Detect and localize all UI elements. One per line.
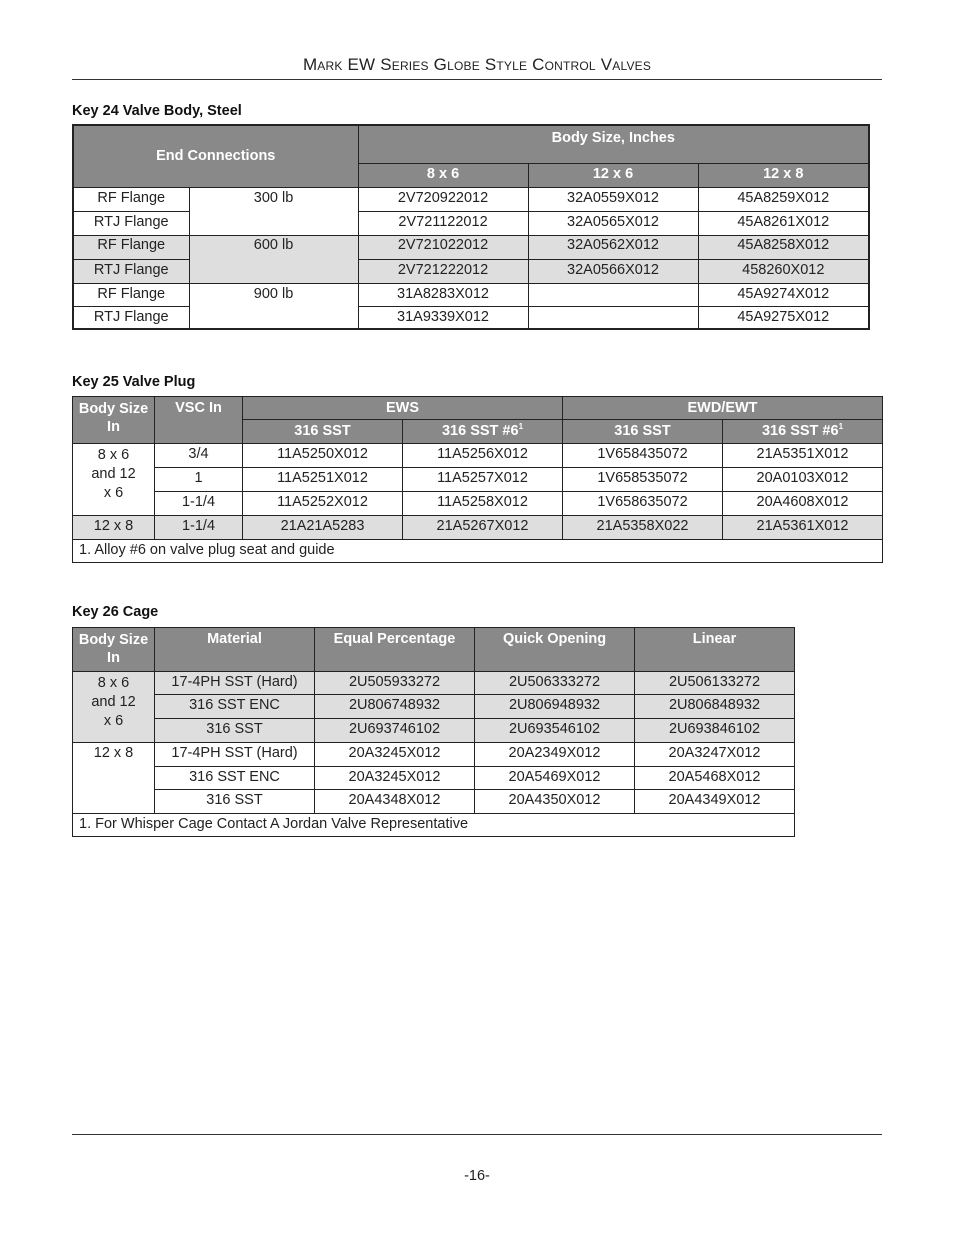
key25-cell: 20A0103X012: [723, 468, 883, 492]
key26-cell: 20A2349X012: [475, 743, 635, 767]
key25-cell: 21A21A5283: [243, 516, 403, 540]
key26-table: [72, 627, 795, 837]
key25-cell: 1V658535072: [563, 468, 723, 492]
key24-cell: 45A8259X012: [698, 187, 869, 211]
key24-conn: RF Flange: [73, 283, 189, 306]
key26-body-size: 12 x 8: [73, 743, 155, 814]
key25-cell: 11A5251X012: [243, 468, 403, 492]
key24-cell: 45A8261X012: [698, 211, 869, 235]
key26-material: 316 SST: [155, 790, 315, 814]
key25-cell: 1V658435072: [563, 444, 723, 468]
key24-cell: 458260X012: [698, 259, 869, 283]
key25-vsc: 1-1/4: [155, 492, 243, 516]
key26-head-linear: Linear: [635, 628, 795, 672]
key25-head-vsc: VSC In: [155, 397, 243, 444]
key24-cell: 2V721122012: [358, 211, 528, 235]
key26-material: 316 SST ENC: [155, 767, 315, 790]
key26-cell: 20A4348X012: [315, 790, 475, 814]
key24-class: 600 lb: [189, 235, 358, 283]
key25-vsc: 3/4: [155, 444, 243, 468]
key25-head-body-size: Body Size In: [73, 397, 155, 444]
key26-cell: 2U806948932: [475, 695, 635, 719]
key26-material: 17-4PH SST (Hard): [155, 672, 315, 695]
key25-sub-316: 316 SST: [563, 420, 723, 444]
key24-class: 900 lb: [189, 283, 358, 329]
key26-cell: 2U693846102: [635, 719, 795, 743]
key26-cell: 2U693746102: [315, 719, 475, 743]
key24-head-end-connections: End Connections: [73, 125, 358, 187]
key26-cell: 20A5468X012: [635, 767, 795, 790]
key25-body-size: 8 x 6 and 12 x 6: [73, 444, 155, 516]
key25-cell: 11A5252X012: [243, 492, 403, 516]
key24-table: [72, 124, 870, 330]
page-header-title: Mark EW Series Globe Style Control Valves: [302, 55, 652, 74]
key26-head-material: Material: [155, 628, 315, 672]
key26-cell: 20A3245X012: [315, 767, 475, 790]
key25-cell: 1V658635072: [563, 492, 723, 516]
key25-title: Key 25 Valve Plug: [72, 374, 196, 390]
key25-cell: 21A5358X022: [563, 516, 723, 540]
key26-head-equal-percentage: Equal Percentage: [315, 628, 475, 672]
key24-conn: RF Flange: [73, 235, 189, 259]
key26-head-body-size: Body Size In: [73, 628, 155, 672]
key24-class: 300 lb: [189, 187, 358, 235]
key26-cell: 2U806848932: [635, 695, 795, 719]
key26-cell: 2U505933272: [315, 672, 475, 695]
key26-material: 316 SST: [155, 719, 315, 743]
key24-cell: 32A0562X012: [528, 235, 698, 259]
key25-cell: 21A5351X012: [723, 444, 883, 468]
key24-size-col: 8 x 6: [358, 163, 528, 187]
key24-head-body-size: Body Size, Inches: [358, 125, 869, 163]
key25-cell: 11A5250X012: [243, 444, 403, 468]
footnote-marker: 1: [838, 422, 844, 432]
key26-cell: 2U506133272: [635, 672, 795, 695]
key26-cell: 20A3245X012: [315, 743, 475, 767]
key25-head-ews: EWS: [243, 397, 563, 420]
key24-conn: RTJ Flange: [73, 259, 189, 283]
key24-cell: 31A8283X012: [358, 283, 528, 306]
key24-cell: 2V721222012: [358, 259, 528, 283]
key24-cell: 2V720922012: [358, 187, 528, 211]
key24-cell: 31A9339X012: [358, 306, 528, 329]
key26-cell: 20A3247X012: [635, 743, 795, 767]
key24-cell: 32A0565X012: [528, 211, 698, 235]
key26-title: Key 26 Cage: [72, 604, 159, 620]
key24-cell: [528, 306, 698, 329]
key25-sub-316-6-label: 316 SST #6: [761, 423, 839, 439]
key25-vsc: 1: [155, 468, 243, 492]
key26-footnote: 1. For Whisper Cage Contact A Jordan Valve Representative: [73, 814, 795, 837]
key25-sub-316-6-label: 316 SST #6: [441, 423, 519, 439]
key25-cell: 21A5267X012: [403, 516, 563, 540]
key24-cell: 32A0559X012: [528, 187, 698, 211]
key25-footnote: 1. Alloy #6 on valve plug seat and guide: [73, 540, 883, 563]
key25-cell: 11A5256X012: [403, 444, 563, 468]
key26-cell: 20A4350X012: [475, 790, 635, 814]
key25-cell: 11A5258X012: [403, 492, 563, 516]
key25-head-ewd: EWD/EWT: [563, 397, 883, 420]
key24-size-col: 12 x 8: [698, 163, 869, 187]
key26-body-size: 8 x 6 and 12 x 6: [73, 672, 155, 743]
key24-conn: RTJ Flange: [73, 306, 189, 329]
key24-cell: 32A0566X012: [528, 259, 698, 283]
key25-table: [72, 396, 883, 563]
key25-sub-316: 316 SST: [243, 420, 403, 444]
key24-cell: 45A9274X012: [698, 283, 869, 306]
header-rule: [72, 79, 882, 80]
key25-cell: 20A4608X012: [723, 492, 883, 516]
key24-conn: RTJ Flange: [73, 211, 189, 235]
key25-vsc: 1-1/4: [155, 516, 243, 540]
key26-cell: 20A5469X012: [475, 767, 635, 790]
key25-cell: 21A5361X012: [723, 516, 883, 540]
key26-cell: 2U806748932: [315, 695, 475, 719]
key26-cell: 20A4349X012: [635, 790, 795, 814]
key24-size-col: 12 x 6: [528, 163, 698, 187]
key24-conn: RF Flange: [73, 187, 189, 211]
key26-material: 316 SST ENC: [155, 695, 315, 719]
page-number: -16-: [464, 1168, 490, 1184]
key25-sub-316-6: [403, 420, 563, 444]
key24-title: Key 24 Valve Body, Steel: [72, 103, 242, 119]
key26-cell: 2U693546102: [475, 719, 635, 743]
key24-cell: [528, 283, 698, 306]
key25-cell: 11A5257X012: [403, 468, 563, 492]
key24-cell: 45A8258X012: [698, 235, 869, 259]
footnote-marker: 1: [518, 422, 524, 432]
key25-body-size: 12 x 8: [73, 516, 155, 540]
key25-sub-316-6: [723, 420, 883, 444]
key24-cell: 45A9275X012: [698, 306, 869, 329]
key24-cell: 2V721022012: [358, 235, 528, 259]
key26-material: 17-4PH SST (Hard): [155, 743, 315, 767]
key26-cell: 2U506333272: [475, 672, 635, 695]
footer-rule: [72, 1134, 882, 1135]
key26-head-quick-opening: Quick Opening: [475, 628, 635, 672]
